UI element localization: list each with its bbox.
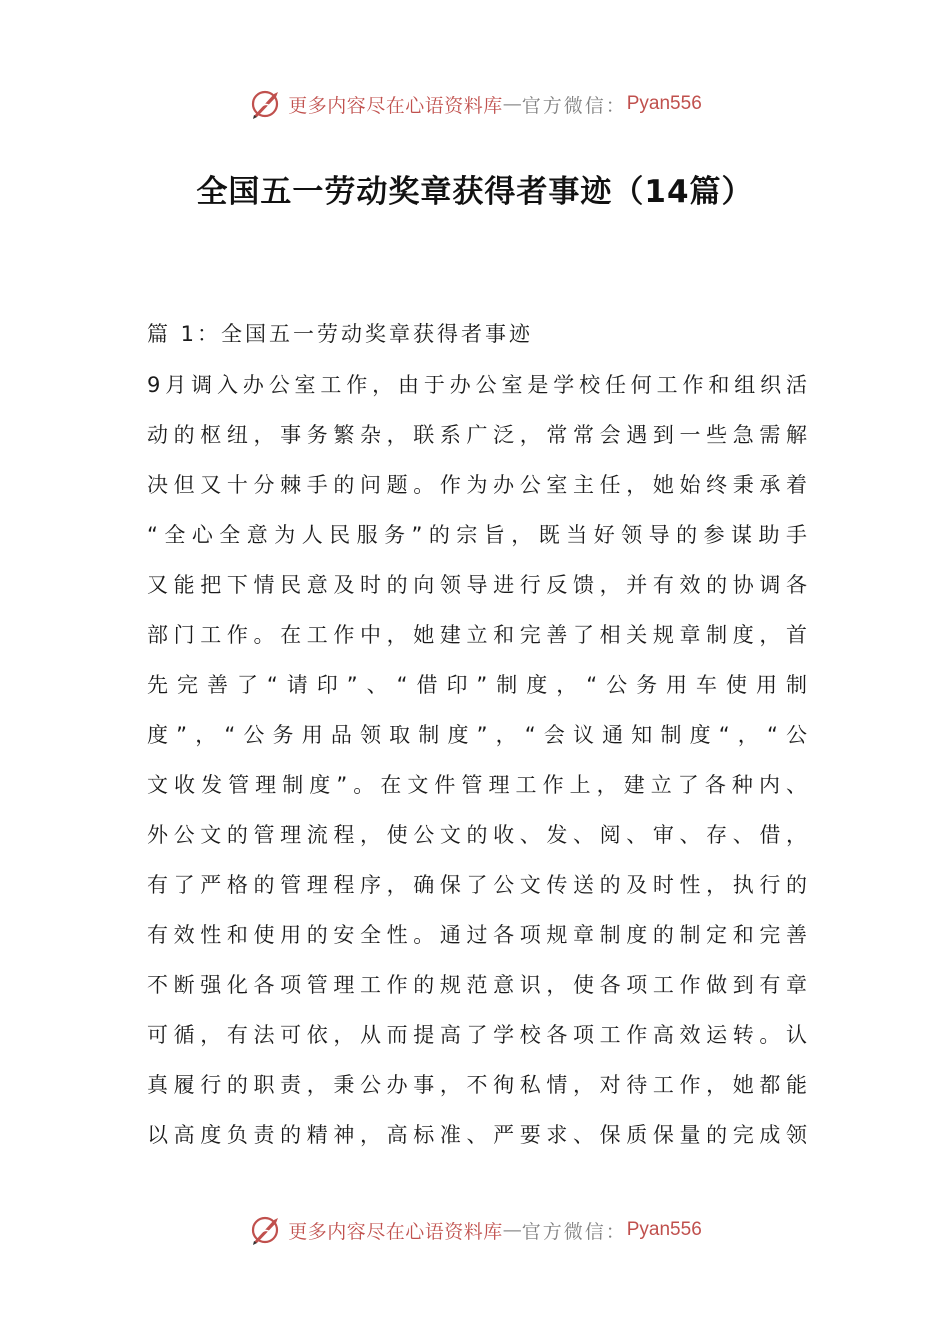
body-line: 决但又十分棘手的问题。作为办公室主任，她始终秉承着 <box>147 473 807 497</box>
banner-wechat-label: 官方微信： <box>521 94 627 117</box>
body-line: 有了严格的管理程序，确保了公文传送的及时性，执行的 <box>147 873 807 897</box>
banner-wechat-id: Pyan556 <box>626 93 702 114</box>
body-text <box>147 360 807 1160</box>
body-line: 动的枢纽，事务繁杂，联系广泛，常常会遇到一些急需解 <box>147 423 807 447</box>
body-line: 真履行的职责，秉公办事，不徇私情，对待工作，她都能 <box>147 1073 807 1097</box>
banner-prefix: 更多内容尽在心语资料库 <box>288 94 503 117</box>
body-line: “全心全意为人民服务”的宗旨，既当好领导的参谋助手 <box>147 523 807 547</box>
header-banner <box>0 84 950 124</box>
banner-separator: — <box>502 1219 522 1241</box>
body-line: 有效性和使用的安全性。通过各项规章制度的制定和完善 <box>147 923 807 947</box>
body-line: 可循，有法可依，从而提高了学校各项工作高效运转。认 <box>147 1023 807 1047</box>
banner-prefix: 更多内容尽在心语资料库 <box>288 1220 503 1243</box>
body-line: 部门工作。在工作中，她建立和完善了相关规章制度，首 <box>147 623 807 647</box>
section-heading: 篇 1：全国五一劳动奖章获得者事迹 <box>147 322 534 346</box>
body-line: 又能把下情民意及时的向领导进行反馈，并有效的协调各 <box>147 573 807 597</box>
body-line: 度”，“公务用品领取制度”，“会议通知制度“，“公 <box>147 723 807 747</box>
body-line: 不断强化各项管理工作的规范意识，使各项工作做到有章 <box>147 973 807 997</box>
body-line: 以高度负责的精神，高标准、严要求、保质保量的完成领 <box>147 1123 807 1147</box>
pen-logo-icon <box>248 1212 284 1248</box>
banner-separator: — <box>502 93 522 115</box>
footer-banner <box>0 1210 950 1250</box>
banner-wechat-label: 官方微信： <box>521 1220 627 1243</box>
pen-logo-icon <box>248 86 284 122</box>
document-title: 全国五一劳动奖章获得者事迹（14篇） <box>196 174 754 210</box>
banner-wechat-id: Pyan556 <box>626 1219 702 1240</box>
body-line: 文收发管理制度”。在文件管理工作上，建立了各种内、 <box>147 773 807 797</box>
body-line: 外公文的管理流程，使公文的收、发、阅、审、存、借， <box>147 823 807 847</box>
body-line: 9月调入办公室工作，由于办公室是学校任何工作和组织活 <box>147 373 807 397</box>
body-line: 先完善了“请印”、“借印”制度，“公务用车使用制 <box>147 673 807 697</box>
